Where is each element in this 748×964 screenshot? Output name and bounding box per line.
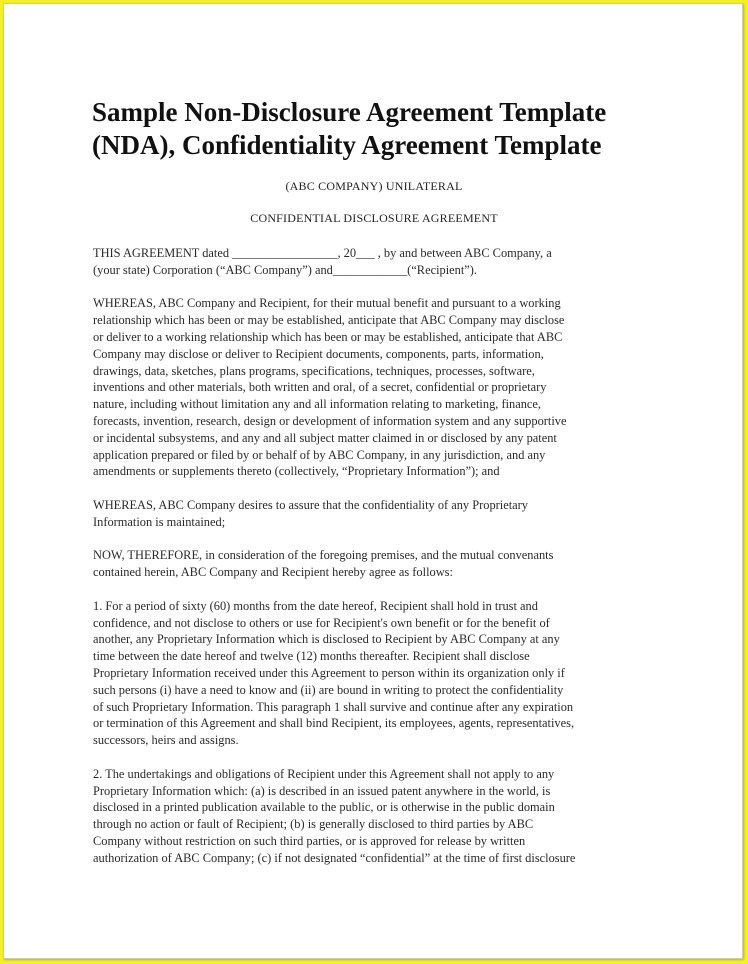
paragraph-line: contained herein, ABC Company and Recipient hereby agree as follows: xyxy=(93,565,453,580)
paragraph-line: successors, heirs and assigns. xyxy=(93,733,239,748)
document-page xyxy=(3,3,743,959)
paragraph-line: application prepared or filed by or behalf of by ABC Company, in any jurisdiction, and any xyxy=(93,447,546,462)
paragraph-line: nature, including without limitation any and all information relating to marketing, finance, xyxy=(93,397,542,412)
paragraph-line: through no action or fault of Recipient; (b) is generally disclosed to third parties by ABC xyxy=(93,817,534,832)
paragraph-line: such persons (i) have a need to know and (ii) are bound in writing to protect the confidentiality xyxy=(93,682,564,697)
subheading-unilateral: (ABC COMPANY) UNILATERAL xyxy=(285,179,463,193)
paragraph-line: THIS AGREEMENT dated _________________, 20___ , by and between ABC Company, a xyxy=(93,246,552,260)
paragraph-line: inventions and other materials, both written and oral, of a secret, confidential or proprietary xyxy=(93,380,547,395)
agreement-paragraph xyxy=(93,497,663,531)
paragraph-line: drawings, data, sketches, plans programs, specifications, techniques, processes, software, xyxy=(93,363,535,378)
paragraph-line: amendments or supplements thereto (collectively, “Proprietary Information”); and xyxy=(93,464,500,479)
paragraph-line: 2. The undertakings and obligations of Recipient under this Agreement shall not apply to any xyxy=(93,766,555,781)
paragraph-line: Company may disclose or deliver to Recipient documents, components, parts, information, xyxy=(93,346,544,361)
paragraph-line: (your state) Corporation (“ABC Company”) and____________(“Recipient”). xyxy=(93,262,478,277)
paragraph-line: Proprietary Information received under this Agreement to person within its organization only if xyxy=(93,665,565,680)
paragraph-line: or incidental subsystems, and any and all subject matter claimed in or disclosed by any patent xyxy=(93,430,557,445)
paragraph-line: time between the date hereof and twelve (12) months thereafter. Recipient shall disclose xyxy=(93,649,530,664)
title-line: (NDA), Confidentiality Agreement Template xyxy=(92,130,602,160)
paragraph-line: NOW, THEREFORE, in consideration of the foregoing premises, and the mutual convenants xyxy=(93,548,554,563)
document-title xyxy=(92,96,692,162)
agreement-paragraph xyxy=(93,245,663,279)
paragraph-line: Information is maintained; xyxy=(93,514,226,529)
paragraph-line: another, any Proprietary Information which is disclosed to Recipient by ABC Company at any xyxy=(93,632,560,647)
agreement-paragraph xyxy=(93,295,663,480)
paragraph-line: authorization of ABC Company; (c) if not designated “confidential” at the time of first disclosure xyxy=(93,850,576,865)
agreement-paragraph xyxy=(93,547,663,581)
paragraph-line: or deliver to a working relationship which has been or may be established, anticipate that ABC xyxy=(93,329,563,344)
paragraph-line: forecasts, invention, research, design or development of information system and any supportive xyxy=(93,413,567,428)
agreement-paragraph xyxy=(93,766,663,867)
paragraph-line: WHEREAS, ABC Company and Recipient, for their mutual benefit and pursuant to a working xyxy=(93,296,561,311)
paragraph-line: Company without restriction on such third parties, or is approved for release by written xyxy=(93,833,526,848)
paragraph-line: WHEREAS, ABC Company desires to assure that the confidentiality of any Proprietary xyxy=(93,497,528,512)
paragraph-line: disclosed in a printed publication available to the public, or is otherwise in the public domain xyxy=(93,800,555,815)
paragraph-line: relationship which has been or may be established, anticipate that ABC Company may disclose xyxy=(93,313,565,328)
paragraph-line: 1. For a period of sixty (60) months from the date hereof, Recipient shall hold in trust and xyxy=(93,598,538,613)
paragraph-line: Proprietary Information which: (a) is described in an issued patent anywhere in the world, is xyxy=(93,783,551,798)
title-line: Sample Non-Disclosure Agreement Template xyxy=(92,97,607,127)
agreement-body xyxy=(93,245,663,866)
subheading-agreement: CONFIDENTIAL DISCLOSURE AGREEMENT xyxy=(250,211,498,225)
paragraph-line: or termination of this Agreement and shall bind Recipient, its employees, agents, representatives, xyxy=(93,716,575,731)
paragraph-line: confidence, and not disclose to others or use for Recipient's own benefit or for the benefit of xyxy=(93,615,550,630)
agreement-paragraph xyxy=(93,598,663,749)
paragraph-line: of such Proprietary Information. This paragraph 1 shall survive and continue after any expiration xyxy=(93,699,574,714)
